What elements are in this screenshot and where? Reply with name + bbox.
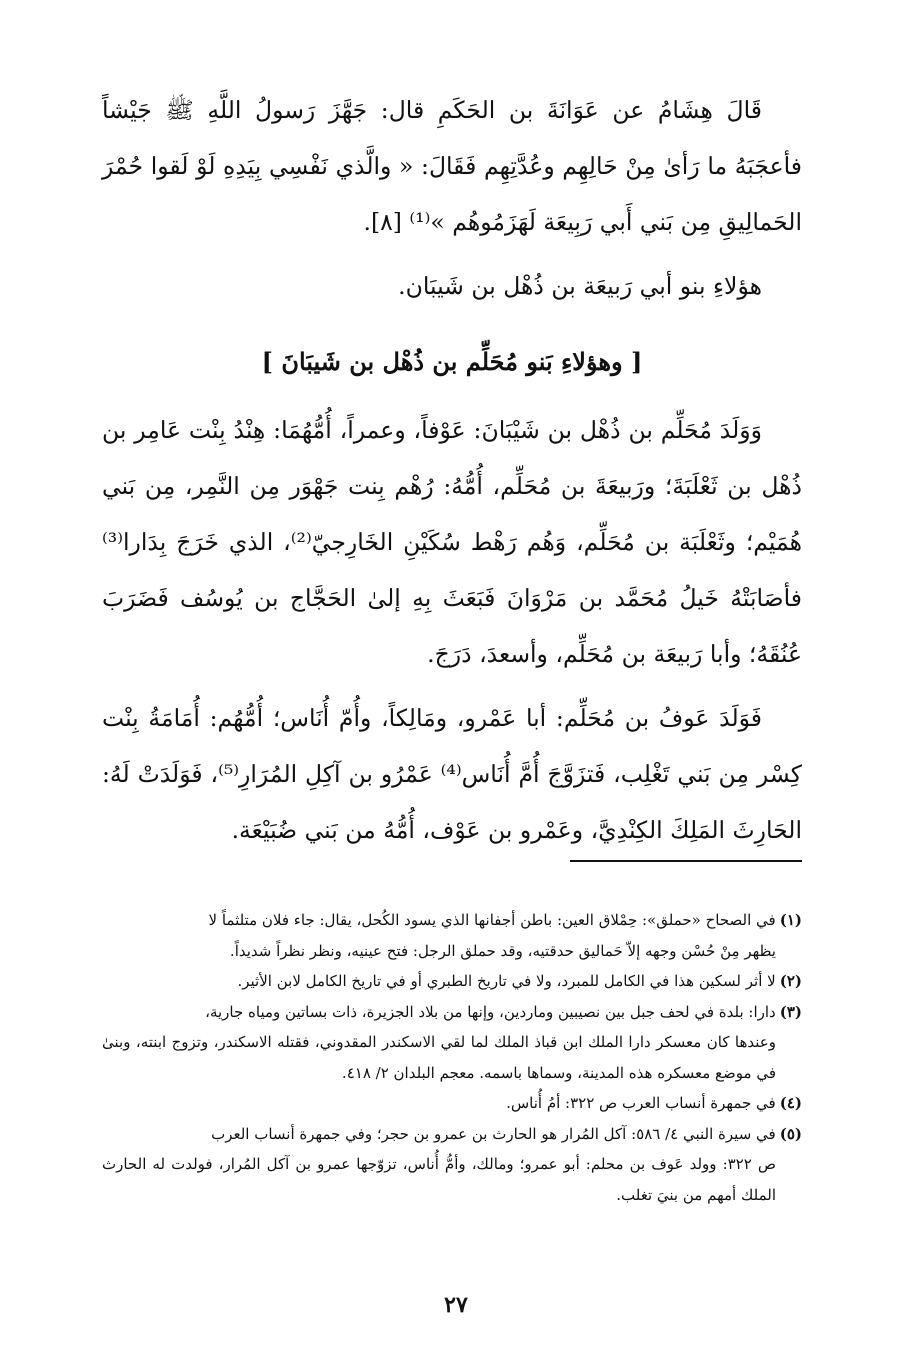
footnote-continuation: يظهر مِنْ حُسْن وجهه إلاّ حَماليق حدقتيه، وقد حملق الرجل: فتح عينيه، ونظر نظراً شديداً.	[229, 941, 776, 960]
footnote-continuation: ص ٣٢٢: وولد عَوف بن محلم: أبو عمرو؛ ومالك، وأمُّ أُناس، تزوّجها عمرو بن آكل المُرار، فولدت له الحارث الملك أمهم من بنيَ تغلب.	[102, 1155, 777, 1204]
footnote-text: في الصحاح «حملق»: حِمْلاق العين: باطن أجفانها الذي يسود الكُحل، يقال: جاء فلان متلثماً لا	[208, 911, 776, 929]
paragraph-2: هؤلاءِ بنو أبي رَبيعَة بن ذُهْل بن شَيبَان.	[398, 272, 762, 300]
section-heading: [ وهؤلاءِ بَنو مُحَلِّم بن ذُهْل بن شَيبَانَ ]	[261, 347, 643, 376]
footnote-text: في جمهرة أنساب العرب ص ٣٢٢: أمُ أُناس.	[506, 1094, 776, 1112]
footnote-4	[102, 1088, 802, 1119]
footnote-5	[102, 1119, 802, 1211]
footnote-text: لا أثر لسكين هذا في الكامل للمبرد، ولا في تاريخ الطبري أو في تاريخ الكامل لابن الأثير.	[237, 972, 776, 990]
footnote-continuation: وعندها كان معسكر دارا الملك ابن قباذ الملك لما لقي الاسكندر المقدوني، فقتله الاسكندر، وتزوج ابنته، وبنىٰ في موضع معسكره هذه المدينة، وسماها باسمه. معجم البلدان ٢/ ٤١٨.	[102, 1033, 776, 1082]
footnote-text: دارا: بلدة في لحف جبل بين نصيبين وماردين، وإنها من بلاد الجزيرة، ذات بساتين ومياه جارية،	[205, 1002, 776, 1021]
footnote-number: (٣)	[779, 1002, 802, 1021]
footnote-3	[102, 997, 802, 1089]
footnote-divider	[570, 860, 802, 862]
footnote-1	[102, 905, 802, 966]
main-text	[102, 82, 802, 858]
paragraph-4: فَوَلَدَ عَوفُ بن مُحَلِّم: أبا عَمْرو، ومَالِكاً، وأُمّ أُنَاس؛ أُمُّهُم: أُمَامَةُ بِنْت كِسْر مِن بَني تَغْلِب، فَتزَوَّجَ أُمَّ أُنَاس⁽⁴⁾ عَمْرُو بن آكِلِ المُرَارِ⁽⁵⁾، فَوَلَدَتْ لَهُ: الحَارِثَ المَلِكَ الكِنْدِيَّ، وعَمْرو بن عَوْف، أُمُّهُ من بَني ضُبَيْعَة.	[102, 704, 802, 844]
footnote-number: (١)	[779, 911, 802, 929]
paragraph-3: وَوَلَدَ مُحَلِّم بن ذُهْل بن شَيْبَانَ: عَوْفاً، وعمراً، أُمُّهُمَا: هِنْدُ بِنْت عَامِر بن ذُهْل بن ثَعْلَبَةَ؛ ورَبيعَةَ بن مُحَلِّم، أُمُّهُ: رُهْم بِنت جَهْوَر مِن النَّمِر، مِن بَني هُمَيْم؛ وثَعْلَبَة بن مُحَلِّم، وَهُم رَهْط سُكَيْنِ الخَارِجيّ⁽²⁾، الذي خَرَجَ بِدَارا⁽³⁾ فأصَابَتْهُ خَيلُ مُحَمَّد بن مَرْوَانَ فَبَعَثَ بِهِ إلىٰ الحَجَّاج بن يُوسُف فَضَرَبَ عُنُقَهُ؛ وأبا رَبيعَة بن مُحَلِّم، وأسعدَ، دَرَجَ.	[102, 416, 803, 668]
footnote-number: (٥)	[779, 1124, 802, 1143]
footnote-2	[102, 966, 802, 997]
paragraph-1: قَالَ هِشَامُ عن عَوَانَةَ بن الحَكَمِ قال: جَهَّزَ رَسولُ اللَّهِ ﷺ جَيْشاً فأعجَبَهُ ما رَأىٰ مِنْ حَالِهِم وعُدَّتِهِم فَقَالَ: « والَّذي نَفْسِي بِيَدِهِ لَوْ لَقوا حُمْرَ الحَمالِيقِ مِن بَني أَبي رَبِيعَة لَهَزَمُوهُم »⁽¹⁾ [٨].	[102, 96, 802, 236]
footnotes	[102, 905, 802, 1210]
footnote-number: (٢)	[779, 972, 802, 990]
page-number: ٢٧	[444, 1292, 468, 1318]
footnote-number: (٤)	[779, 1094, 802, 1112]
footnote-text: في سيرة النبي ٤/ ٥٨٦: آكل المُرار هو الحارث بن عمرو بن حجر؛ وفي جمهرة أنساب العرب	[211, 1124, 776, 1143]
